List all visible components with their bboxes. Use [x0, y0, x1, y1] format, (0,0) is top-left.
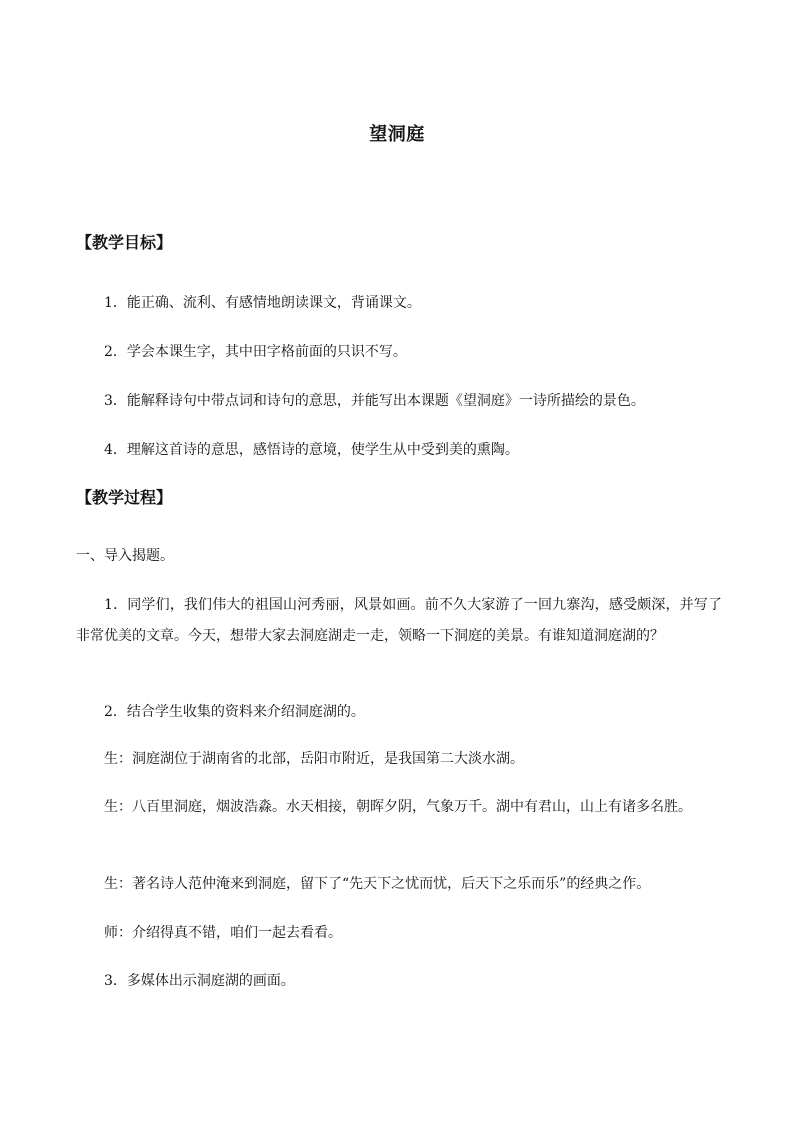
student-paragraph-3: 生：著名诗人范仲淹来到洞庭，留下了“先天下之忧而忧，后天下之乐而乐”的经典之作。	[104, 876, 651, 892]
section-heading-teaching-goals: 【教学目标】	[76, 233, 173, 252]
goal-paragraph-4: 4．理解这首诗的意思，感悟诗的意境，使学生从中受到美的熏陶。	[104, 442, 519, 458]
student-paragraph-2: 生：八百里洞庭，烟波浩淼。水天相接，朝晖夕阴，气象万千。湖中有君山，山上有诸多名胜。	[104, 799, 692, 815]
process-paragraph-1: 1．同学们，我们伟大的祖国山河秀丽，风景如画。前不久大家游了一回九寨沟，感受颇深，并写了非常优美的文章。今天，想带大家去洞庭湖走一走，领略一下洞庭的美景。有谁知道洞庭湖的？	[76, 597, 722, 644]
process-step-heading: 一、导入揭题。	[76, 548, 174, 564]
goal-paragraph-1: 1．能正确、流利、有感情地朗读课文，背诵课文。	[104, 295, 421, 311]
document-title: 望洞庭	[369, 124, 425, 145]
process-paragraph-3: 3．多媒体出示洞庭湖的画面。	[104, 973, 295, 989]
teacher-paragraph: 师：介绍得真不错，咱们一起去看看。	[104, 925, 342, 941]
section-heading-teaching-process: 【教学过程】	[76, 488, 173, 507]
goal-paragraph-2: 2．学会本课生字，其中田字格前面的只识不写。	[104, 344, 407, 360]
process-paragraph-2: 2．结合学生收集的资料来介绍洞庭湖的。	[104, 704, 365, 720]
student-paragraph-1: 生：洞庭湖位于湖南省的北部，岳阳市附近，是我国第二大淡水湖。	[104, 751, 524, 767]
goal-paragraph-3: 3．能解释诗句中带点词和诗句的意思，并能写出本课题《望洞庭》一诗所描绘的景色。	[104, 393, 645, 409]
